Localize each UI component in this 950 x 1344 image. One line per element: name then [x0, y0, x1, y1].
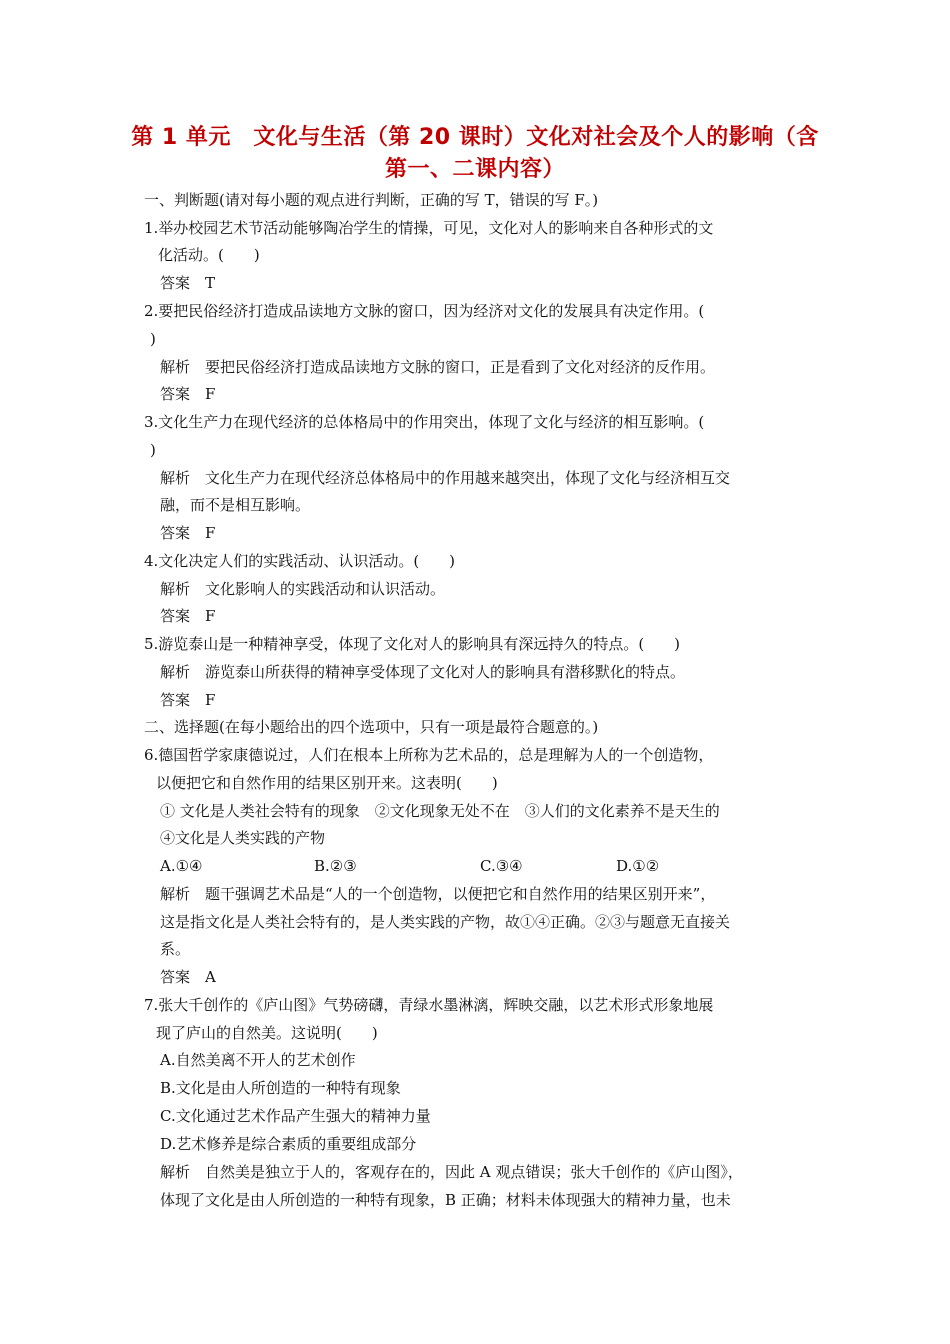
question-2-line-1: 2.要把民俗经济打造成品读地方文脉的窗口，因为经济对文化的发展具有决定作用。( [144, 302, 705, 320]
question-6-items-line-1: ① 文化是人类社会特有的现象 ②文化现象无处不在 ③人们的文化素养不是天生的 [160, 802, 720, 820]
question-3-answer: 答案 F [160, 524, 216, 542]
question-4-line-1: 4.文化决定人们的实践活动、认识活动。( ) [144, 552, 456, 570]
question-2-answer: 答案 F [160, 385, 216, 403]
question-2-line-2: ) [150, 330, 156, 348]
question-7-analysis-line-2: 体现了文化是由人所创造的一种特有现象，B 正确；材料未体现强大的精神力量，也未 [160, 1191, 731, 1209]
document-title-line-1: 第 1 单元 文化与生活（第 20 课时）文化对社会及个人的影响（含 [131, 125, 819, 150]
question-7-analysis-line-1: 解析 自然美是独立于人的，客观存在的，因此 A 观点错误；张大千创作的《庐山图》， [160, 1163, 743, 1181]
question-7-line-2: 现了庐山的自然美。这说明( ) [156, 1024, 378, 1042]
question-1-line-1: 1.举办校园艺术节活动能够陶冶学生的情操，可见，文化对人的影响来自各种形式的文 [144, 219, 714, 237]
question-1-line-2: 化活动。( ) [158, 246, 260, 264]
question-6-items-line-2: ④文化是人类实践的产物 [160, 829, 326, 847]
question-5-analysis: 解析 游览泰山所获得的精神享受体现了文化对人的影响具有潜移默化的特点。 [160, 663, 686, 681]
question-7-option-c: C.文化通过艺术作品产生强大的精神力量 [160, 1107, 431, 1125]
question-2-analysis: 解析 要把民俗经济打造成品读地方文脉的窗口，正是看到了文化对经济的反作用。 [160, 358, 716, 376]
question-6-option-b: B.②③ [314, 857, 357, 875]
question-6-analysis-line-1: 解析 题干强调艺术品是“人的一个创造物，以便把它和自然作用的结果区别开来”， [160, 885, 716, 903]
question-6-line-1: 6.德国哲学家康德说过，人们在根本上所称为艺术品的，总是理解为人的一个创造物， [144, 746, 714, 764]
question-3-analysis-line-2: 融，而不是相互影响。 [160, 496, 311, 514]
question-4-answer: 答案 F [160, 607, 216, 625]
question-6-analysis-line-2: 这是指文化是人类社会特有的，是人类实践的产物，故①④正确。②③与题意无直接关 [160, 913, 731, 931]
question-6-option-a: A.①④ [160, 857, 203, 875]
section-2-heading: 二、选择题(在每小题给出的四个选项中，只有一项是最符合题意的。) [144, 718, 599, 736]
section-1-heading: 一、判断题(请对每小题的观点进行判断，正确的写 T，错误的写 F。) [144, 191, 599, 209]
question-4-analysis: 解析 文化影响人的实践活动和认识活动。 [160, 580, 446, 598]
question-7-option-a: A.自然美离不开人的艺术创作 [160, 1051, 356, 1069]
document-title-line-2: 第一、二课内容） [384, 157, 565, 182]
question-1-answer: 答案 T [160, 274, 216, 292]
question-7-option-b: B.文化是由人所创造的一种特有现象 [160, 1079, 401, 1097]
question-6-option-d: D.①② [616, 857, 660, 875]
question-3-line-1: 3.文化生产力在现代经济的总体格局中的作用突出，体现了文化与经济的相互影响。( [144, 413, 705, 431]
question-6-analysis-line-3: 系。 [160, 940, 191, 958]
question-6-line-2: 以便把它和自然作用的结果区别开来。这表明( ) [156, 774, 498, 792]
question-6-answer: 答案 A [160, 968, 216, 986]
question-3-line-2: ) [150, 441, 156, 459]
question-7-option-d: D.艺术修养是综合素质的重要组成部分 [160, 1135, 417, 1153]
question-5-line-1: 5.游览泰山是一种精神享受，体现了文化对人的影响具有深远持久的特点。( ) [144, 635, 681, 653]
question-7-line-1: 7.张大千创作的《庐山图》气势磅礴，青绿水墨淋漓，辉映交融，以艺术形式形象地展 [144, 996, 714, 1014]
question-3-analysis-line-1: 解析 文化生产力在现代经济总体格局中的作用越来越突出，体现了文化与经济相互交 [160, 469, 731, 487]
question-5-answer: 答案 F [160, 691, 216, 709]
question-6-option-c: C.③④ [480, 857, 523, 875]
